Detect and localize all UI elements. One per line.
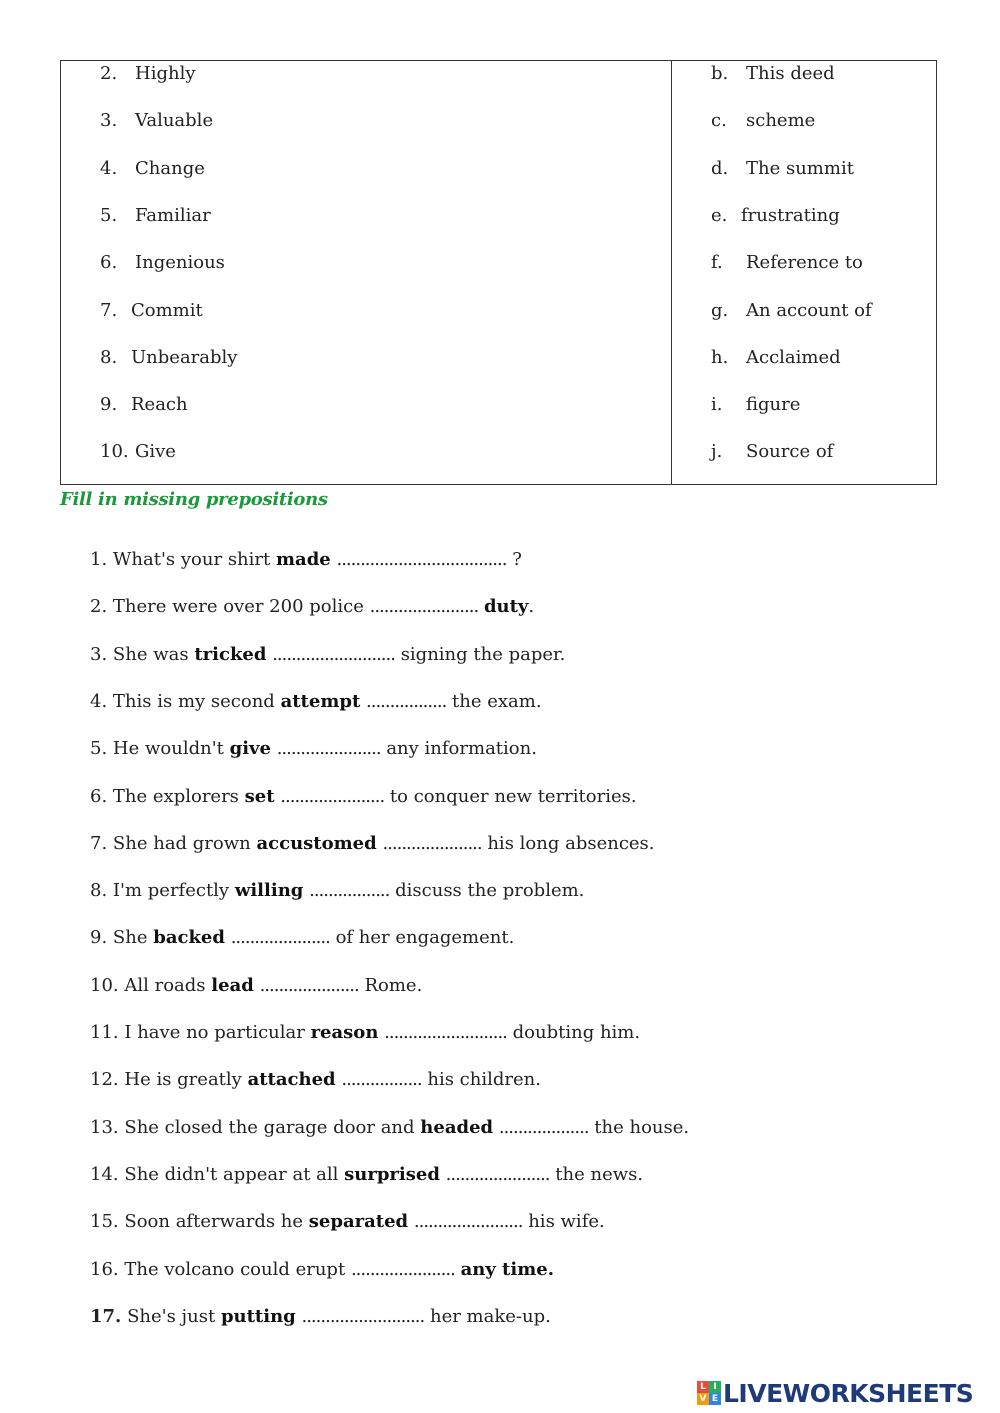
question-text: I'm perfectly bbox=[112, 880, 230, 902]
question-number: 2. bbox=[90, 596, 108, 618]
question-row bbox=[90, 974, 422, 998]
question-row bbox=[90, 643, 565, 667]
question-row bbox=[90, 832, 655, 856]
answer-blank: .................................... bbox=[336, 549, 507, 570]
item-text: Reference to bbox=[746, 252, 863, 274]
key-word: accustomed bbox=[256, 832, 377, 854]
answer-blank: ..................... bbox=[230, 927, 330, 949]
question-text: She's just bbox=[127, 1305, 216, 1327]
item-text: Change bbox=[135, 157, 205, 179]
left-item bbox=[100, 394, 188, 416]
question-row bbox=[90, 1258, 554, 1282]
question-number: 14. bbox=[90, 1163, 119, 1185]
question-text: I have no particular bbox=[124, 1022, 305, 1043]
item-letter: f. bbox=[711, 252, 723, 274]
item-text: This deed bbox=[746, 63, 835, 84]
answer-blank: ...................... bbox=[445, 1163, 550, 1185]
answer-blank: ...................... bbox=[280, 785, 385, 807]
question-row bbox=[90, 879, 584, 903]
key-word: lead bbox=[211, 974, 254, 996]
question-text: the news. bbox=[555, 1163, 644, 1185]
item-text: Ingenious bbox=[135, 252, 225, 274]
question-text: What's your shirt bbox=[112, 549, 271, 570]
item-text: scheme bbox=[746, 110, 816, 132]
question-number: 6. bbox=[90, 785, 108, 807]
question-row bbox=[90, 1021, 640, 1045]
question-text: He is greatly bbox=[124, 1069, 242, 1091]
question-text: This is my second bbox=[112, 690, 275, 712]
question-number: 12. bbox=[90, 1069, 119, 1091]
liveworksheets-logo bbox=[697, 1378, 973, 1408]
item-letter: e. bbox=[711, 204, 728, 226]
question-text: All roads bbox=[124, 974, 206, 996]
item-letter: d. bbox=[711, 157, 729, 179]
item-text: Unbearably bbox=[131, 346, 238, 368]
item-letter: i. bbox=[711, 394, 723, 416]
question-number: 8. bbox=[90, 880, 108, 902]
question-text: She closed the garage door and bbox=[124, 1116, 415, 1138]
question-text: the house. bbox=[594, 1116, 690, 1138]
question-number: 16. bbox=[90, 1258, 119, 1280]
right-item bbox=[711, 158, 854, 180]
answer-blank: ..................... bbox=[382, 832, 482, 854]
left-item bbox=[100, 205, 211, 227]
key-word: backed bbox=[153, 927, 225, 949]
right-item bbox=[711, 252, 863, 274]
question-row bbox=[90, 548, 522, 572]
key-word: any time. bbox=[460, 1258, 554, 1280]
item-letter: j. bbox=[711, 441, 723, 463]
answer-blank: ................... bbox=[498, 1116, 589, 1138]
item-text: Acclaimed bbox=[746, 346, 841, 368]
key-word: attached bbox=[247, 1069, 336, 1091]
question-text: his children. bbox=[427, 1069, 541, 1091]
question-text: her make-up. bbox=[429, 1305, 551, 1327]
question-number: 5. bbox=[90, 738, 108, 760]
left-item bbox=[100, 63, 196, 85]
question-text: The explorers bbox=[112, 785, 239, 807]
answer-blank: .......................... bbox=[301, 1305, 425, 1327]
question-number: 3. bbox=[90, 643, 108, 665]
key-word: set bbox=[244, 785, 275, 807]
question-row bbox=[90, 595, 534, 619]
question-row bbox=[90, 690, 542, 714]
key-word: made bbox=[275, 549, 331, 570]
answer-blank: ...................... bbox=[276, 738, 381, 760]
item-number: 8. bbox=[100, 346, 118, 368]
key-word: putting bbox=[220, 1305, 296, 1327]
question-row bbox=[90, 1068, 541, 1092]
item-text: Source of bbox=[746, 441, 834, 463]
question-number: 7. bbox=[90, 832, 108, 854]
right-item bbox=[711, 347, 841, 369]
question-text: to conquer new territories. bbox=[389, 785, 637, 807]
item-text: The summit bbox=[746, 157, 854, 179]
item-number: 4. bbox=[100, 157, 118, 179]
section-title: Fill in missing prepositions bbox=[60, 489, 328, 510]
item-number: 3. bbox=[100, 110, 118, 132]
item-number: 7. bbox=[100, 299, 118, 321]
left-item bbox=[100, 252, 225, 274]
matching-table bbox=[60, 60, 937, 485]
question-row bbox=[90, 785, 637, 809]
item-letter: g. bbox=[711, 299, 729, 321]
question-text: She bbox=[112, 927, 148, 949]
question-text: his long absences. bbox=[487, 832, 655, 854]
answer-blank: .......................... bbox=[272, 643, 395, 665]
question-number: 11. bbox=[90, 1022, 119, 1043]
key-word: tricked bbox=[194, 643, 267, 665]
answer-blank: ....................... bbox=[369, 596, 479, 618]
item-number: 2. bbox=[100, 63, 118, 84]
question-number: 17. bbox=[90, 1305, 122, 1327]
question-text: She was bbox=[112, 643, 189, 665]
question-text: Rome. bbox=[364, 974, 423, 996]
left-item bbox=[100, 110, 213, 132]
left-item bbox=[100, 158, 205, 180]
item-text: An account of bbox=[746, 299, 872, 321]
question-number: 4. bbox=[90, 690, 108, 712]
question-row bbox=[90, 737, 537, 761]
question-text: ? bbox=[512, 549, 522, 570]
item-letter: c. bbox=[711, 110, 727, 132]
question-text: There were over 200 police bbox=[112, 596, 364, 618]
question-number: 9. bbox=[90, 927, 108, 949]
question-number: 1. bbox=[90, 549, 108, 570]
logo-mark-icon: L I V E bbox=[697, 1381, 721, 1405]
key-word: surprised bbox=[344, 1163, 440, 1185]
question-end: . bbox=[528, 596, 535, 618]
item-text: frustrating bbox=[741, 204, 840, 226]
question-number: 13. bbox=[90, 1116, 119, 1138]
question-text: his wife. bbox=[528, 1211, 605, 1233]
right-item bbox=[711, 300, 872, 322]
right-item bbox=[711, 441, 833, 463]
left-item bbox=[100, 347, 237, 369]
question-text: doubting him. bbox=[512, 1022, 641, 1043]
answer-blank: ................. bbox=[366, 690, 447, 712]
question-row bbox=[90, 1305, 551, 1329]
answer-blank: .......................... bbox=[384, 1022, 507, 1043]
question-text: He wouldn't bbox=[112, 738, 224, 760]
key-word: willing bbox=[234, 880, 304, 902]
item-text: Reach bbox=[131, 394, 188, 416]
question-text: Soon afterwards he bbox=[124, 1211, 304, 1233]
answer-blank: ..................... bbox=[259, 974, 359, 996]
question-text: discuss the problem. bbox=[395, 880, 585, 902]
column-divider bbox=[671, 61, 672, 484]
key-word: give bbox=[229, 738, 271, 760]
question-text: signing the paper. bbox=[400, 643, 566, 665]
question-row bbox=[90, 1163, 643, 1187]
key-word: reason bbox=[310, 1022, 379, 1043]
answer-blank: ................. bbox=[341, 1069, 422, 1091]
answer-blank: ....................... bbox=[413, 1211, 523, 1233]
key-word: duty bbox=[483, 596, 529, 618]
key-word: attempt bbox=[280, 690, 361, 712]
item-number: 6. bbox=[100, 252, 118, 274]
question-row bbox=[90, 926, 514, 950]
question-row bbox=[90, 1116, 689, 1140]
question-text: She had grown bbox=[112, 832, 251, 854]
question-text: She didn't appear at all bbox=[124, 1163, 339, 1185]
left-item bbox=[100, 441, 176, 463]
logo-text: LIVEWORKSHEETS bbox=[723, 1378, 974, 1408]
answer-blank: ...................... bbox=[350, 1258, 455, 1280]
right-item bbox=[711, 394, 800, 416]
item-letter: b. bbox=[711, 63, 729, 84]
left-item bbox=[100, 300, 203, 322]
item-text: Highly bbox=[135, 63, 196, 84]
question-text: any information. bbox=[386, 738, 537, 760]
key-word: headed bbox=[420, 1116, 494, 1138]
right-item bbox=[711, 110, 815, 132]
item-text: Valuable bbox=[135, 110, 214, 132]
question-number: 10. bbox=[90, 974, 119, 996]
question-row bbox=[90, 1210, 605, 1234]
item-number: 9. bbox=[100, 394, 118, 416]
answer-blank: ................. bbox=[309, 880, 390, 902]
item-text: Familiar bbox=[135, 204, 211, 226]
question-text: the exam. bbox=[452, 690, 542, 712]
key-word: separated bbox=[308, 1211, 409, 1233]
right-item bbox=[711, 205, 840, 227]
item-number: 10. bbox=[100, 441, 129, 463]
item-number: 5. bbox=[100, 204, 118, 226]
question-text: of her engagement. bbox=[335, 927, 515, 949]
item-text: Commit bbox=[131, 299, 203, 321]
question-text: The volcano could erupt bbox=[124, 1258, 346, 1280]
item-text: figure bbox=[746, 394, 801, 416]
question-number: 15. bbox=[90, 1211, 119, 1233]
right-item bbox=[711, 63, 835, 85]
item-text: Give bbox=[135, 441, 176, 463]
item-letter: h. bbox=[711, 346, 729, 368]
